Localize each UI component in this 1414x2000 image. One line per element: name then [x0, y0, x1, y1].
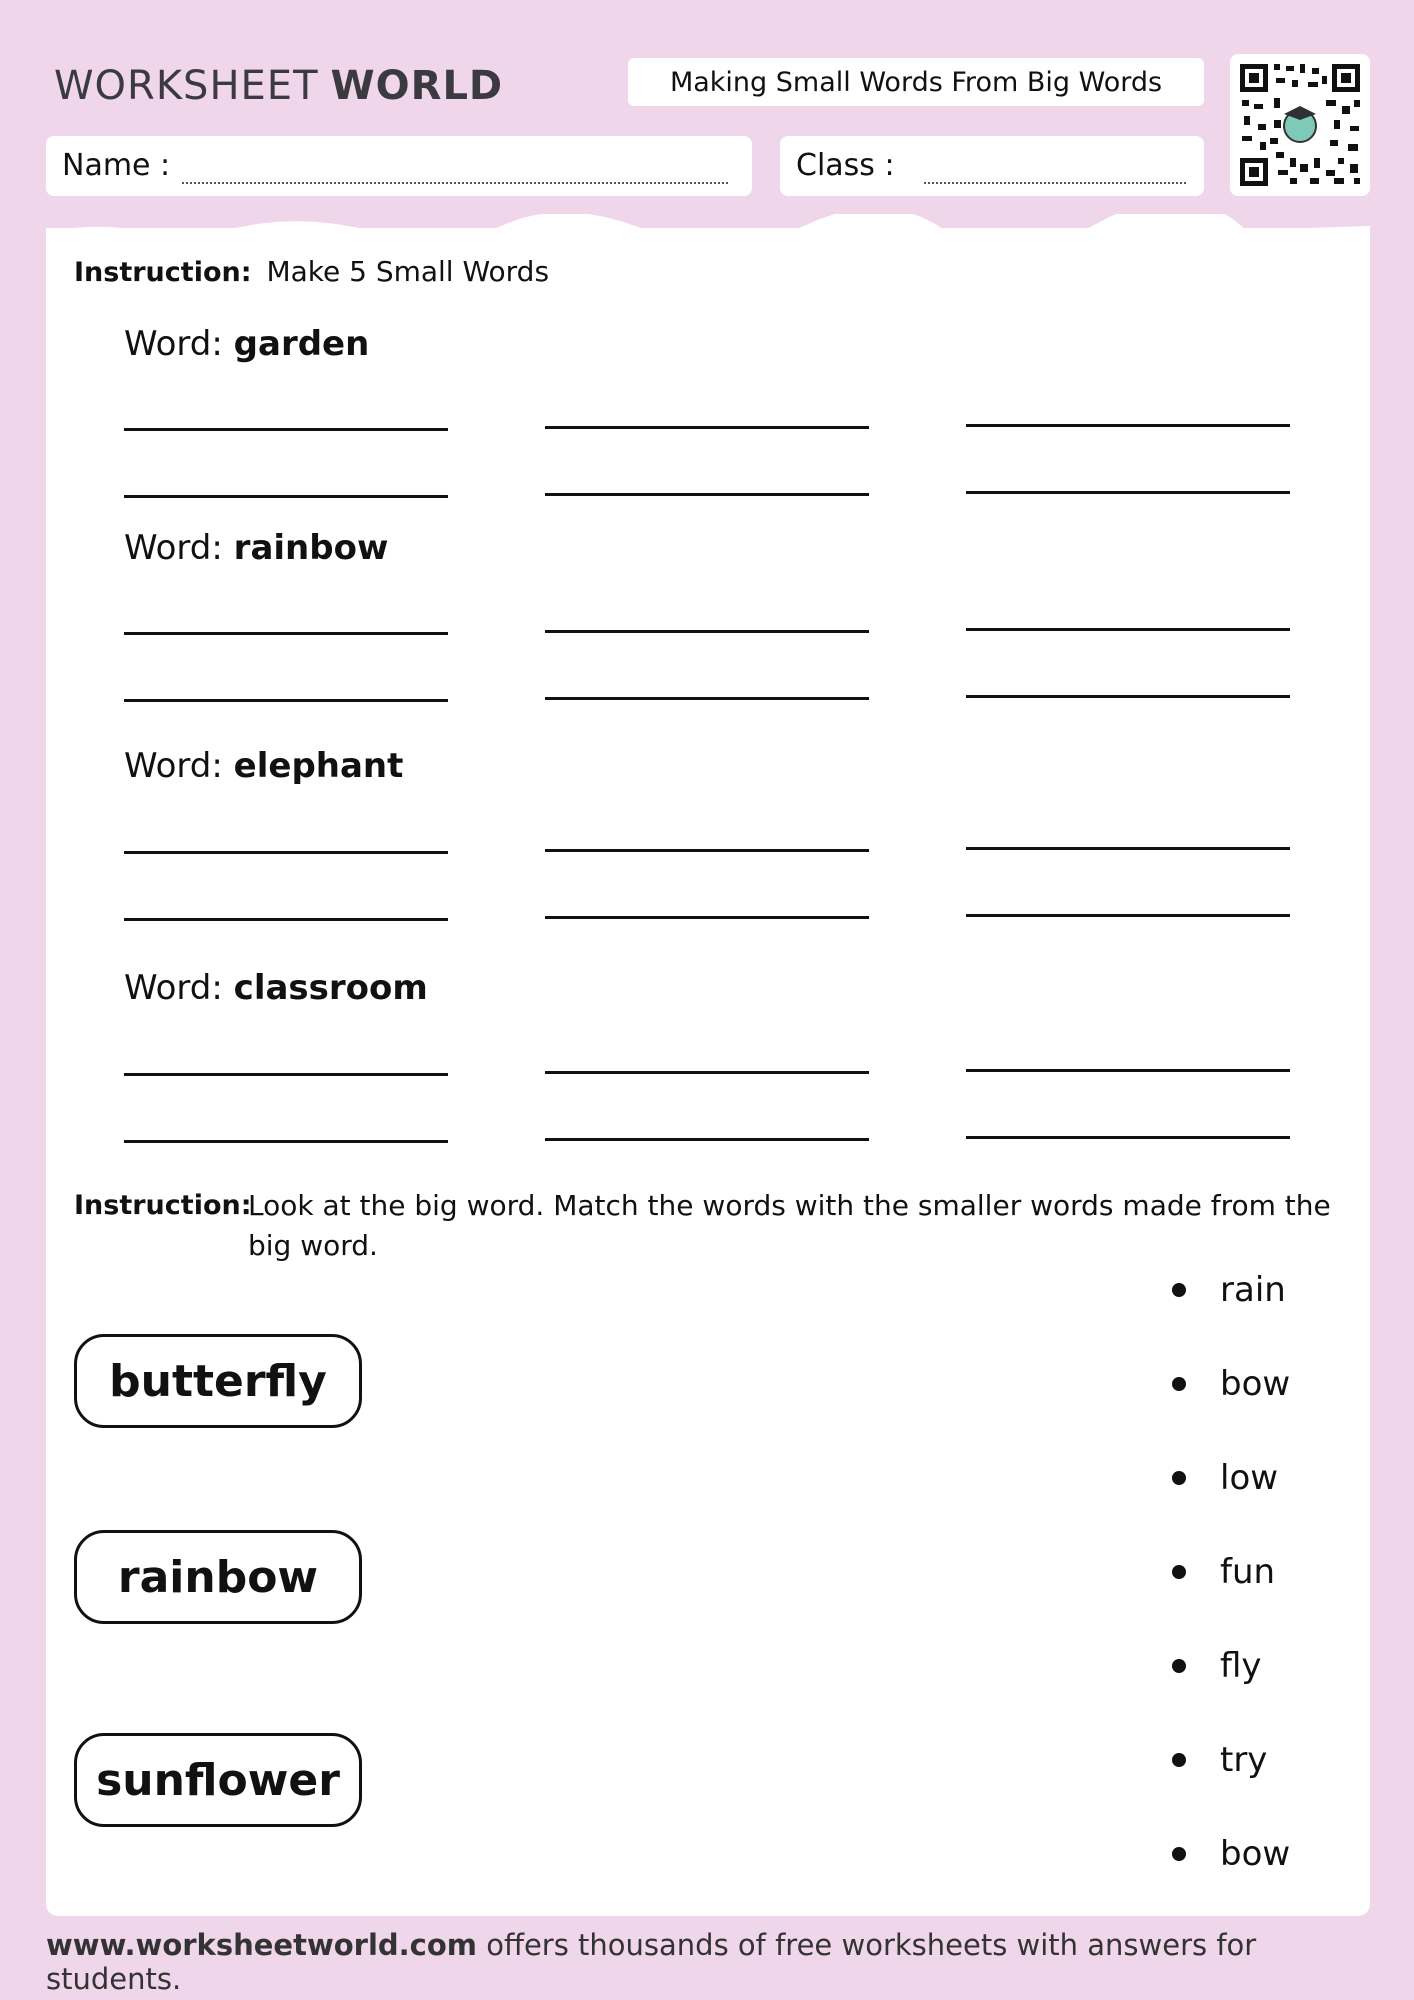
footer-text: offers thousands of free worksheets with answers for students.: [46, 1928, 1257, 1996]
instruction-2: [74, 1186, 1344, 1266]
answer-line[interactable]: [545, 630, 869, 633]
qr-code: [1230, 54, 1370, 196]
class-label: Class :: [796, 148, 895, 183]
answer-line[interactable]: [545, 493, 869, 496]
answer-line[interactable]: [124, 632, 448, 635]
small-word-label: fun: [1220, 1552, 1276, 1592]
answer-line[interactable]: [966, 1136, 1290, 1139]
answer-line[interactable]: [966, 628, 1290, 631]
qr-code-icon: [1230, 54, 1370, 196]
bullet-icon: [1172, 1847, 1186, 1861]
answer-line[interactable]: [966, 424, 1290, 427]
answer-line[interactable]: [124, 699, 448, 702]
footer-note: [46, 1928, 1376, 1996]
small-word-label: rain: [1220, 1270, 1286, 1310]
bullet-icon: [1172, 1659, 1186, 1673]
instruction-2-line2: big word.: [248, 1229, 378, 1262]
class-field[interactable]: [780, 136, 1204, 196]
word-prefix: Word:: [124, 528, 223, 568]
bullet-icon: [1172, 1283, 1186, 1297]
big-word-butterfly[interactable]: butterfly: [74, 1334, 362, 1428]
small-word-option[interactable]: [1172, 1270, 1286, 1310]
answer-line[interactable]: [124, 918, 448, 921]
instruction-2-line1: Look at the big word. Match the words with the smaller words made from the: [248, 1189, 1331, 1222]
big-word-sunflower[interactable]: sunflower: [74, 1733, 362, 1827]
instruction-2-label: Instruction:: [74, 1190, 252, 1221]
bullet-icon: [1172, 1565, 1186, 1579]
answer-line[interactable]: [545, 916, 869, 919]
word-prefix: Word:: [124, 746, 223, 786]
answer-line[interactable]: [124, 1073, 448, 1076]
instruction-1-text: Make 5 Small Words: [266, 255, 550, 288]
small-word-label: low: [1220, 1458, 1279, 1498]
brand-name: [54, 63, 503, 109]
small-word-option[interactable]: [1172, 1364, 1290, 1404]
small-word-option[interactable]: [1172, 1458, 1278, 1498]
answer-line[interactable]: [966, 695, 1290, 698]
small-word-option[interactable]: [1172, 1834, 1290, 1874]
big-word-rainbow[interactable]: rainbow: [74, 1530, 362, 1624]
brand-name-part2: WORLD: [330, 63, 504, 109]
brand-logo: [46, 46, 504, 126]
answer-line[interactable]: [545, 426, 869, 429]
word-label-garden: [124, 324, 369, 364]
word-label-elephant: [124, 746, 403, 786]
word-label-classroom: [124, 968, 428, 1008]
answer-line[interactable]: [966, 847, 1290, 850]
word-prefix: Word:: [124, 968, 223, 1008]
word-label-rainbow: [124, 528, 388, 568]
big-word: classroom: [233, 968, 428, 1008]
instruction-1-label: Instruction:: [74, 257, 252, 288]
footer-site-link[interactable]: www.worksheetworld.com: [46, 1928, 478, 1962]
small-word-label: fly: [1220, 1646, 1262, 1686]
small-word-label: bow: [1220, 1834, 1291, 1874]
name-field[interactable]: [46, 136, 752, 196]
name-dotted-line: [182, 182, 728, 184]
answer-line[interactable]: [966, 1069, 1290, 1072]
answer-line[interactable]: [545, 849, 869, 852]
instruction-1: [74, 252, 549, 293]
answer-line[interactable]: [545, 697, 869, 700]
class-dotted-line: [924, 182, 1186, 184]
big-word: rainbow: [233, 528, 389, 568]
name-label: Name :: [62, 148, 171, 183]
brand-name-part1: WORKSHEET: [54, 63, 319, 109]
answer-line[interactable]: [124, 1140, 448, 1143]
answer-line[interactable]: [966, 491, 1290, 494]
small-word-label: bow: [1220, 1364, 1291, 1404]
big-word: garden: [233, 324, 370, 364]
small-word-option[interactable]: [1172, 1646, 1262, 1686]
answer-line[interactable]: [545, 1071, 869, 1074]
bullet-icon: [1172, 1471, 1186, 1485]
answer-line[interactable]: [124, 495, 448, 498]
small-word-label: try: [1220, 1740, 1268, 1780]
small-word-option[interactable]: [1172, 1740, 1267, 1780]
worksheet-title: Making Small Words From Big Words: [628, 58, 1204, 106]
word-prefix: Word:: [124, 324, 223, 364]
answer-line[interactable]: [966, 914, 1290, 917]
answer-line[interactable]: [124, 428, 448, 431]
bullet-icon: [1172, 1753, 1186, 1767]
big-word: elephant: [233, 746, 404, 786]
small-word-option[interactable]: [1172, 1552, 1275, 1592]
bullet-icon: [1172, 1377, 1186, 1391]
answer-line[interactable]: [124, 851, 448, 854]
answer-line[interactable]: [545, 1138, 869, 1141]
